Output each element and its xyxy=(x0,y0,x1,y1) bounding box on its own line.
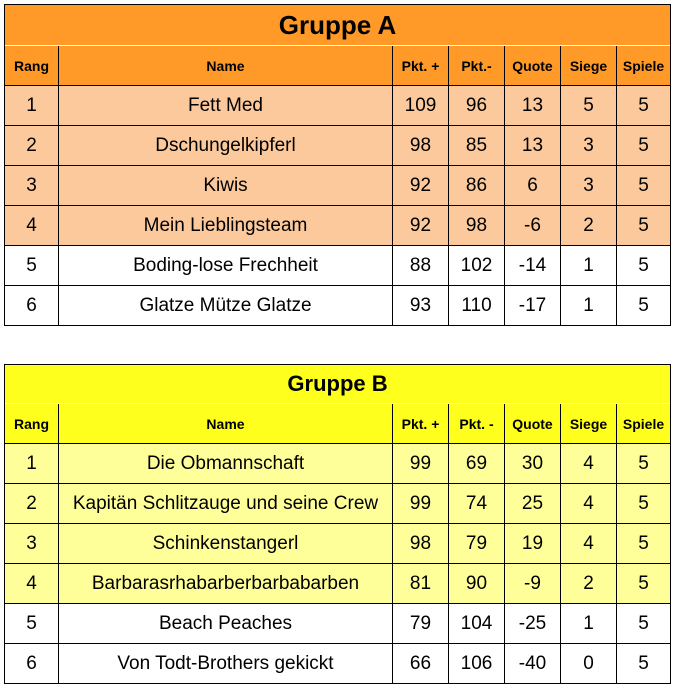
spiele-cell: 5 xyxy=(617,86,671,126)
quote-cell: 13 xyxy=(505,126,561,166)
rang-cell: 1 xyxy=(5,444,59,484)
siege-cell: 1 xyxy=(561,286,617,326)
pkt-minus-cell: 74 xyxy=(449,484,505,524)
pkt-minus-cell: 69 xyxy=(449,444,505,484)
team-name-cell: Mein Lieblingsteam xyxy=(59,206,393,246)
pkt-plus-cell: 81 xyxy=(393,564,449,604)
spiele-cell: 5 xyxy=(617,644,671,684)
table-row xyxy=(5,484,671,524)
siege-cell: 1 xyxy=(561,604,617,644)
table-row xyxy=(5,286,671,326)
pkt-plus-cell: 109 xyxy=(393,86,449,126)
header-name: Name xyxy=(59,46,393,86)
team-name-cell: Beach Peaches xyxy=(59,604,393,644)
quote-cell: -14 xyxy=(505,246,561,286)
quote-cell: -40 xyxy=(505,644,561,684)
rang-cell: 1 xyxy=(5,86,59,126)
pkt-minus-cell: 86 xyxy=(449,166,505,206)
pkt-minus-cell: 106 xyxy=(449,644,505,684)
group-b-header-row xyxy=(5,404,671,444)
header-quote: Quote xyxy=(505,404,561,444)
group-b-title-row xyxy=(5,365,671,404)
quote-cell: 13 xyxy=(505,86,561,126)
siege-cell: 2 xyxy=(561,206,617,246)
header-spiele: Spiele xyxy=(617,404,671,444)
table-row xyxy=(5,444,671,484)
table-row xyxy=(5,564,671,604)
siege-cell: 3 xyxy=(561,126,617,166)
header-siege: Siege xyxy=(561,46,617,86)
group-b-table xyxy=(4,364,671,684)
pkt-plus-cell: 99 xyxy=(393,484,449,524)
table-row xyxy=(5,126,671,166)
team-name-cell: Fett Med xyxy=(59,86,393,126)
group-b-title: Gruppe B xyxy=(5,365,671,404)
table-row xyxy=(5,524,671,564)
team-name-cell: Kiwis xyxy=(59,166,393,206)
pkt-minus-cell: 90 xyxy=(449,564,505,604)
spiele-cell: 5 xyxy=(617,126,671,166)
siege-cell: 4 xyxy=(561,444,617,484)
quote-cell: 30 xyxy=(505,444,561,484)
pkt-minus-cell: 104 xyxy=(449,604,505,644)
rang-cell: 5 xyxy=(5,246,59,286)
team-name-cell: Schinkenstangerl xyxy=(59,524,393,564)
quote-cell: 6 xyxy=(505,166,561,206)
table-row xyxy=(5,206,671,246)
spiele-cell: 5 xyxy=(617,564,671,604)
team-name-cell: Kapitän Schlitzauge und seine Crew xyxy=(59,484,393,524)
siege-cell: 2 xyxy=(561,564,617,604)
header-pkt-minus: Pkt. - xyxy=(449,404,505,444)
spiele-cell: 5 xyxy=(617,484,671,524)
pkt-plus-cell: 88 xyxy=(393,246,449,286)
rang-cell: 2 xyxy=(5,126,59,166)
siege-cell: 5 xyxy=(561,86,617,126)
team-name-cell: Von Todt-Brothers gekickt xyxy=(59,644,393,684)
rang-cell: 3 xyxy=(5,524,59,564)
spiele-cell: 5 xyxy=(617,524,671,564)
header-pkt-minus: Pkt.- xyxy=(449,46,505,86)
quote-cell: 19 xyxy=(505,524,561,564)
header-pkt-plus: Pkt. + xyxy=(393,46,449,86)
team-name-cell: Boding-lose Frechheit xyxy=(59,246,393,286)
rang-cell: 6 xyxy=(5,286,59,326)
pkt-plus-cell: 92 xyxy=(393,206,449,246)
group-a-table xyxy=(4,4,671,326)
team-name-cell: Glatze Mütze Glatze xyxy=(59,286,393,326)
quote-cell: -17 xyxy=(505,286,561,326)
table-row xyxy=(5,604,671,644)
rang-cell: 3 xyxy=(5,166,59,206)
spiele-cell: 5 xyxy=(617,286,671,326)
header-spiele: Spiele xyxy=(617,46,671,86)
table-row xyxy=(5,166,671,206)
header-pkt-plus: Pkt. + xyxy=(393,404,449,444)
team-name-cell: Dschungelkipferl xyxy=(59,126,393,166)
team-name-cell: Barbarasrhabarberbarbabarben xyxy=(59,564,393,604)
header-name: Name xyxy=(59,404,393,444)
pkt-plus-cell: 98 xyxy=(393,126,449,166)
pkt-minus-cell: 110 xyxy=(449,286,505,326)
spiele-cell: 5 xyxy=(617,206,671,246)
pkt-minus-cell: 79 xyxy=(449,524,505,564)
rang-cell: 2 xyxy=(5,484,59,524)
header-rang: Rang xyxy=(5,46,59,86)
rang-cell: 4 xyxy=(5,564,59,604)
siege-cell: 4 xyxy=(561,524,617,564)
rang-cell: 6 xyxy=(5,644,59,684)
siege-cell: 0 xyxy=(561,644,617,684)
group-a-header-row xyxy=(5,46,671,86)
siege-cell: 3 xyxy=(561,166,617,206)
pkt-minus-cell: 85 xyxy=(449,126,505,166)
spiele-cell: 5 xyxy=(617,166,671,206)
spiele-cell: 5 xyxy=(617,246,671,286)
quote-cell: -25 xyxy=(505,604,561,644)
pkt-minus-cell: 96 xyxy=(449,86,505,126)
siege-cell: 1 xyxy=(561,246,617,286)
pkt-plus-cell: 79 xyxy=(393,604,449,644)
group-a-title: Gruppe A xyxy=(5,5,671,46)
table-row xyxy=(5,86,671,126)
group-a-title-row xyxy=(5,5,671,46)
rang-cell: 4 xyxy=(5,206,59,246)
pkt-minus-cell: 102 xyxy=(449,246,505,286)
header-rang: Rang xyxy=(5,404,59,444)
spiele-cell: 5 xyxy=(617,604,671,644)
quote-cell: -6 xyxy=(505,206,561,246)
pkt-plus-cell: 66 xyxy=(393,644,449,684)
pkt-plus-cell: 92 xyxy=(393,166,449,206)
pkt-plus-cell: 93 xyxy=(393,286,449,326)
pkt-plus-cell: 98 xyxy=(393,524,449,564)
quote-cell: -9 xyxy=(505,564,561,604)
pkt-plus-cell: 99 xyxy=(393,444,449,484)
quote-cell: 25 xyxy=(505,484,561,524)
pkt-minus-cell: 98 xyxy=(449,206,505,246)
siege-cell: 4 xyxy=(561,484,617,524)
spiele-cell: 5 xyxy=(617,444,671,484)
table-row xyxy=(5,644,671,684)
rang-cell: 5 xyxy=(5,604,59,644)
team-name-cell: Die Obmannschaft xyxy=(59,444,393,484)
table-row xyxy=(5,246,671,286)
header-quote: Quote xyxy=(505,46,561,86)
header-siege: Siege xyxy=(561,404,617,444)
